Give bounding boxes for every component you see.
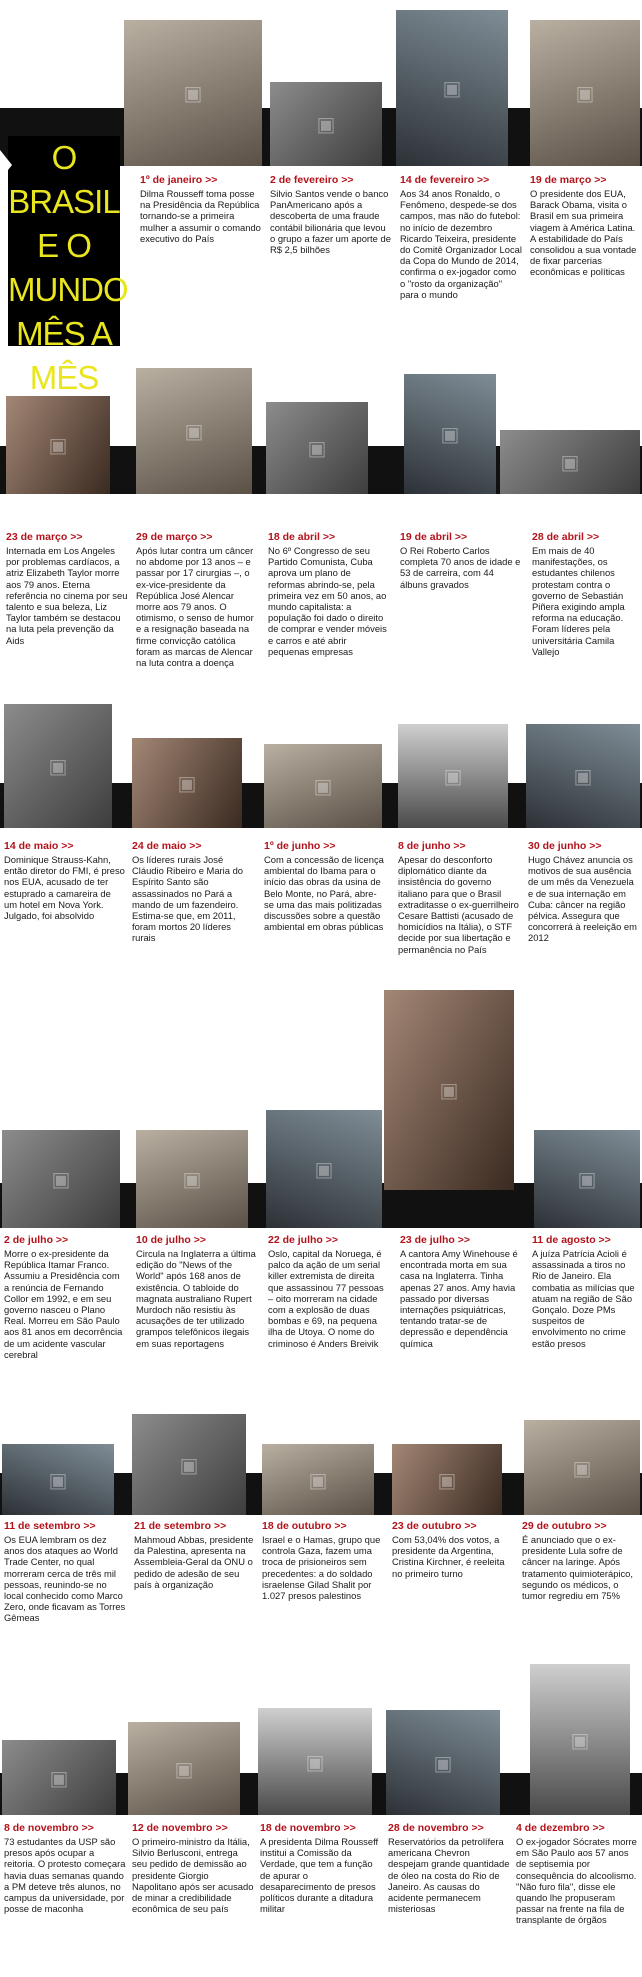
entry-10 <box>4 840 126 921</box>
entry-23 <box>392 1520 514 1579</box>
photo-lula: ▣ <box>524 1420 640 1515</box>
entry-date: 28 de abril >> <box>532 531 600 543</box>
entry-19 <box>532 1234 640 1349</box>
entry-14 <box>528 840 640 944</box>
entry-date: 19 de março >> <box>530 174 607 186</box>
photo-belo-monte: ▣ <box>264 744 382 828</box>
entry-12 <box>264 840 386 932</box>
entry-date: 23 de outubro >> <box>392 1520 477 1532</box>
entry-25 <box>4 1822 126 1914</box>
entry-9 <box>532 531 640 657</box>
entry-date: 11 de agosto >> <box>532 1234 611 1246</box>
entry-text: Oslo, capital da Noruega, é palco da ação de um serial killer extremista de direita que assassinou 77 pessoas – oito morreram na cidade com a explosão de duas bombas e 69, na pequena ilha de Utoya. O nome do criminoso é Anders Breivik <box>268 1248 384 1349</box>
entry-text: Morre o ex-presidente da República Itamar Franco. Assumiu a Presidência com a renúncia de Fernando Collor em 1992, e em seu governo nasceu o Plano Real. Morreu em São Paulo aos 81 anos em decorrência de um acidente vascular cerebral <box>4 1248 123 1360</box>
photo-strauss-kahn: ▣ <box>4 704 112 828</box>
entry-29 <box>516 1822 640 1926</box>
entry-text: Com 53,04% dos votos, a presidente da Argentina, Cristina Kirchner, é reeleita no primeiro turno <box>392 1534 505 1579</box>
entry-text: Após lutar contra um câncer no abdome por 13 anos – e passar por 17 cirurgias –, o ex-vice-presidente da República José Alencar morre aos 79 anos. O otimismo, o senso de humor e a resignação baseada na firme convicção católica foram as marcas de Alencar na luta contra a doença <box>136 545 254 669</box>
photo-oslo-utoya: ▣ <box>266 1110 382 1228</box>
entry-date: 18 de abril >> <box>268 531 336 543</box>
entry-22 <box>262 1520 384 1601</box>
entry-28 <box>388 1822 510 1914</box>
entry-text: É anunciado que o ex-presidente Lula sofre de câncer na laringe. Após tratamento quimioterápico, segundo os médicos, o tumor regrediu em 75% <box>522 1534 633 1602</box>
entry-15 <box>4 1234 126 1360</box>
entry-27 <box>260 1822 382 1914</box>
entry-13 <box>398 840 520 955</box>
photo-usp-estudantes: ▣ <box>2 1740 116 1815</box>
title-line-4: MÊS A MÊS <box>16 315 112 396</box>
entry-text: O Rei Roberto Carlos completa 70 anos de idade e 53 de carreira, com 44 álbuns gravados <box>400 545 521 590</box>
photo-obama: ▣ <box>530 20 640 166</box>
photo-cesare-battisti: ▣ <box>398 724 508 828</box>
entry-3 <box>400 174 522 300</box>
photo-amy-winehouse: ▣ <box>384 990 514 1190</box>
entry-text: O ex-jogador Sócrates morre em São Paulo aos 57 anos de septisemia por consequência do alcoolismo. "Não furo fila", disse ele quando lhe propuseram passar na frente na fila de transplante de órgãos <box>516 1836 637 1926</box>
photo-cristina-kirchner: ▣ <box>392 1444 502 1515</box>
entry-text: A presidenta Dilma Rousseff institui a Comissão da Verdade, que tem a função de apurar o desaparecimento de presos políticos durante a ditadura militar <box>260 1836 379 1915</box>
photo-patricia-acioli: ▣ <box>534 1130 640 1228</box>
entry-date: 1º de janeiro >> <box>140 174 218 186</box>
entry-date: 24 de maio >> <box>132 840 202 852</box>
entry-text: Silvio Santos vende o banco PanAmericano após a descoberta de uma fraude contábil bilionária que levou o grupo a fazer um aporte de R$ 2,5 bilhões <box>270 188 391 256</box>
entry-text: 73 estudantes da USP são presos após ocupar a reitoria. O protesto começara havia duas semanas quando a PM deteve três alunos, no campus da universidade, por posse de maconha <box>4 1836 126 1915</box>
entry-date: 28 de novembro >> <box>388 1822 484 1834</box>
entry-text: Israel e o Hamas, grupo que controla Gaza, fazem uma troca de prisioneiros sem precedentes: a do soldado israelense Gilad Shalit por 1.027 presos palestinos <box>262 1534 381 1602</box>
entry-text: Circula na Inglaterra a última edição do "News of the World" após 168 anos de existência. O tabloide do magnata australiano Rupert Murdoch não resistiu às acusações de ter utilizado grampos telefônicos ilegais em suas reportagens <box>136 1248 256 1349</box>
entry-date: 11 de setembro >> <box>4 1520 96 1532</box>
entry-date: 1º de junho >> <box>264 840 336 852</box>
entry-date: 8 de junho >> <box>398 840 466 852</box>
entry-text: Os EUA lembram os dez anos dos ataques ao World Trade Center, no qual morreram cerca de três mil pessoas, reunindo-se no local conhecido como Marco Zero, onde ficavam as Torres Gêmeas <box>4 1534 126 1624</box>
entry-4 <box>530 174 640 278</box>
photo-marco-zero: ▣ <box>2 1444 114 1515</box>
entry-text: A juíza Patrícia Acioli é assassinada a tiros no Rio de Janeiro. Ela combatia as milícias que atuam na região de São Gonçalo. Doze PMs suspeitos de envolvimento no crime estão presos <box>532 1248 635 1349</box>
entry-text: O primeiro-ministro da Itália, Silvio Berlusconi, entrega seu pedido de demissão ao presidente Giorgio Napolitano após ser acusado de minar a credibilidade econômica de seu país <box>132 1836 254 1915</box>
entry-text: Em mais de 40 manifestações, os estudantes chilenos protestam contra o governo de Sebastián Piñera exigindo ampla reforma na educação. Foram líderes pela universitária Camila Vallejo <box>532 545 625 657</box>
entry-text: O presidente dos EUA, Barack Obama, visita o Brasil em sua primeira viagem à América Latina. A estabilidade do País consolidou a sua vontade de fixar parcerias econômicas e políticas <box>530 188 637 278</box>
photo-ronaldo: ▣ <box>396 10 508 166</box>
entry-5 <box>6 531 128 646</box>
title-arrow-icon <box>0 150 12 180</box>
entry-text: No 6º Congresso de seu Partido Comunista, Cuba aprova um plano de reformas abrindo-se, pela primeira vez em 50 anos, ao mundo capitalista: a população foi dado o direito de comprar e vender móveis e carros e até abrir pequenas empresas <box>268 545 387 657</box>
entry-11 <box>132 840 254 944</box>
entry-date: 22 de julho >> <box>268 1234 339 1246</box>
photo-gilad-shalit: ▣ <box>262 1444 374 1515</box>
entry-text: Internada em Los Angeles por problemas cardíacos, a atriz Elizabeth Taylor morre aos 79 anos. Eterna referência no cinema por seu talento e sua beleza, Liz Taylor também se destacou na luta pela prevenção da Aids <box>6 545 128 646</box>
entry-text: Mahmoud Abbas, presidente da Palestina, apresenta na Assembleia-Geral da ONU o pedido de adesão de seu país à organização <box>134 1534 254 1590</box>
entry-date: 14 de maio >> <box>4 840 74 852</box>
entry-6 <box>136 531 258 668</box>
entry-16 <box>136 1234 258 1349</box>
photo-chevron-oleo: ▣ <box>386 1710 500 1815</box>
entry-8 <box>400 531 522 590</box>
photo-socrates: ▣ <box>530 1664 630 1815</box>
photo-rupert-murdoch: ▣ <box>136 1130 248 1228</box>
entry-date: 8 de novembro >> <box>4 1822 94 1834</box>
entry-text: Apesar do desconforto diplomático diante da insistência do governo italiano para que o Brasil extraditasse o ex-guerrilheiro Cesare Battisti (acusado de homicídios na Itália), o STF decide por sua libertação e permanência no País <box>398 854 519 955</box>
entry-date: 29 de março >> <box>136 531 213 543</box>
title-line-3: MUNDO <box>8 271 128 308</box>
entry-date: 14 de fevereiro >> <box>400 174 490 186</box>
entry-1 <box>140 174 262 244</box>
entry-7 <box>268 531 390 657</box>
entry-date: 19 de abril >> <box>400 531 468 543</box>
page-title <box>8 136 128 396</box>
entry-text: Os líderes rurais José Cláudio Ribeiro e Maria do Espírito Santo são assassinados no Pará a mando de um fazendeiro. Estima-se que, em 2011, foram mortos 20 líderes rurais <box>132 854 243 944</box>
entry-text: Hugo Chávez anuncia os motivos de sua ausência de um mês da Venezuela e de sua internação em Cuba: câncer na região pélvica. Assegura que concorrerá à reeleição em 2012 <box>528 854 637 944</box>
entry-21 <box>134 1520 256 1590</box>
photo-silvio-santos: ▣ <box>270 82 382 166</box>
photo-dilma-posse: ▣ <box>124 20 262 166</box>
entry-date: 10 de julho >> <box>136 1234 207 1246</box>
title-line-1: O BRASIL <box>8 139 120 220</box>
photo-elizabeth-taylor: ▣ <box>6 396 110 494</box>
entry-date: 2 de julho >> <box>4 1234 69 1246</box>
entry-26 <box>132 1822 254 1914</box>
entry-text: A cantora Amy Winehouse é encontrada morta em sua casa na Inglaterra. Tinha apenas 27 anos. Amy havia passado por diversas internações psiquiátricas, tentando tratar-se de depressão e dependência química <box>400 1248 518 1349</box>
entry-24 <box>522 1520 640 1601</box>
entry-text: Dominique Strauss-Kahn, então diretor do FMI, é preso nos EUA, acusado de ter estuprado a camareira de um hotel em Nova York. Julgado, foi absolvido <box>4 854 125 922</box>
entry-date: 21 de setembro >> <box>134 1520 227 1532</box>
photo-jose-alencar: ▣ <box>136 368 252 494</box>
entry-date: 12 de novembro >> <box>132 1822 228 1834</box>
photo-mahmoud-abbas: ▣ <box>132 1414 246 1515</box>
photo-chile-protesto: ▣ <box>500 430 640 494</box>
photo-roberto-carlos: ▣ <box>404 374 496 494</box>
entry-text: Com a concessão de licença ambiental do Ibama para o início das obras da usina de Belo Monte, no Pará, abre-se uma das mais politizadas discussões sobre a questão ambiental em obras públicas <box>264 854 384 933</box>
entry-date: 18 de novembro >> <box>260 1822 356 1834</box>
photo-berlusconi: ▣ <box>128 1722 240 1815</box>
entry-date: 2 de fevereiro >> <box>270 174 354 186</box>
entry-date: 23 de julho >> <box>400 1234 471 1246</box>
entry-date: 4 de dezembro >> <box>516 1822 605 1834</box>
entry-18 <box>400 1234 522 1349</box>
entry-text: Aos 34 anos Ronaldo, o Fenômeno, despede-se dos campos, mas não do futebol: no início de dezembro Ricardo Teixeira, presidente do Comitê Organizador Local da Copa do Mundo de 2014, confirma o ex-jogador como o "rosto da organização" para o mundo <box>400 188 522 300</box>
entry-date: 23 de março >> <box>6 531 83 543</box>
photo-hugo-chavez: ▣ <box>526 724 640 828</box>
entry-text: Reservatórios da petrolífera americana Chevron despejam grande quantidade de óleo na costa do Rio de Janeiro. As causas do acidente permanecem misteriosas <box>388 1836 510 1915</box>
entry-2 <box>270 174 392 255</box>
entry-date: 18 de outubro >> <box>262 1520 347 1532</box>
photo-cuba-congresso: ▣ <box>266 402 368 494</box>
photo-lideres-rurais: ▣ <box>132 738 242 828</box>
title-line-2: E O <box>37 227 91 264</box>
entry-date: 30 de junho >> <box>528 840 602 852</box>
photo-comissao-verdade: ▣ <box>258 1708 372 1815</box>
entry-text: Dilma Rousseff toma posse na Presidência da República tornando-se a primeira mulher a assumir o comando executivo do País <box>140 188 261 244</box>
entry-20 <box>4 1520 126 1624</box>
entry-17 <box>268 1234 390 1349</box>
photo-itamar-franco: ▣ <box>2 1130 120 1228</box>
entry-date: 29 de outubro >> <box>522 1520 607 1532</box>
